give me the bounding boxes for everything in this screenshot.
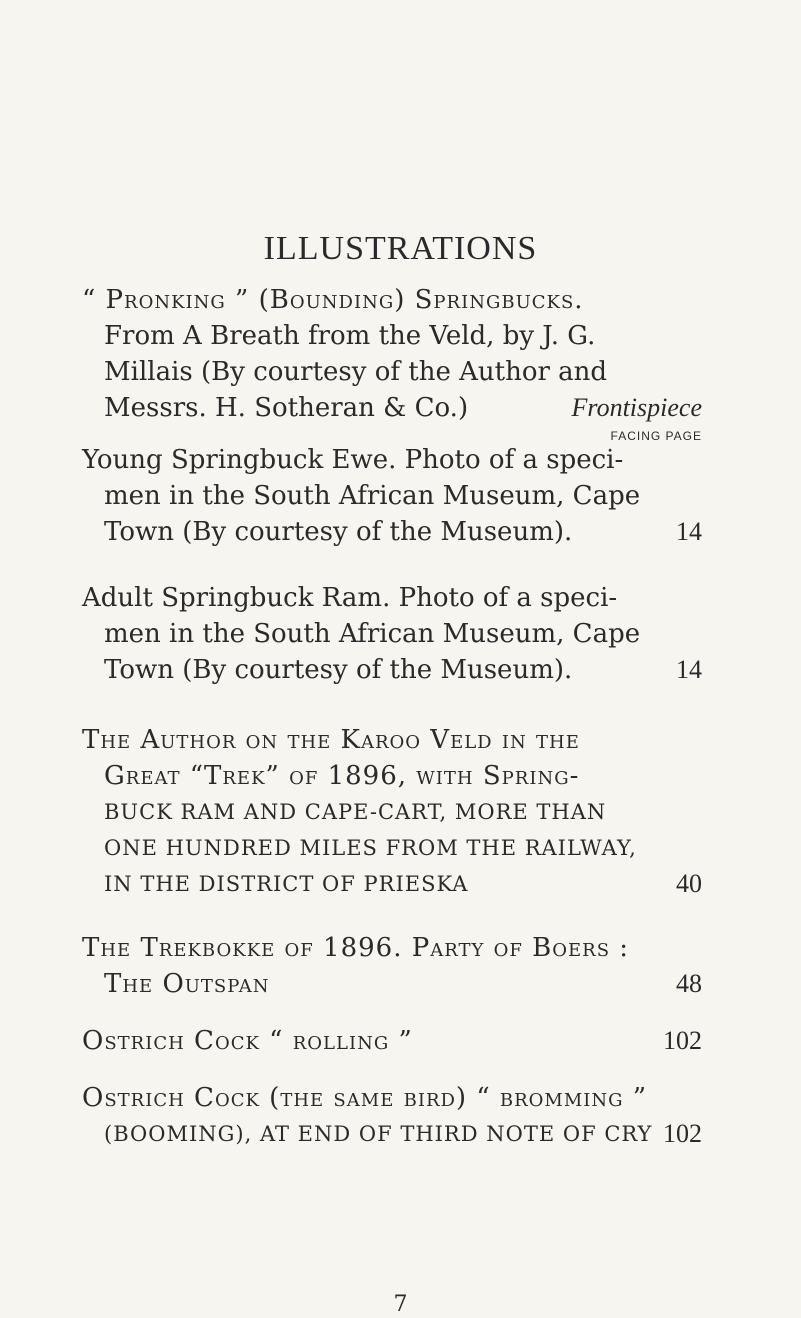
page-reference: 14	[676, 655, 702, 684]
illustration-entry	[82, 442, 702, 550]
entry-last-row	[82, 1116, 702, 1152]
entry-last-row	[82, 652, 702, 688]
illustration-entry	[82, 282, 702, 446]
entry-last-row	[82, 866, 702, 902]
entry-line: The Author on the Karoo Veld in the	[82, 725, 580, 755]
entry-line: ONE HUNDRED MILES FROM THE RAILWAY,	[104, 836, 637, 860]
page-heading: ILLUSTRATIONS	[263, 230, 538, 267]
entry-line: Messrs. H. Sotheran & Co.)	[104, 393, 469, 423]
entry-line: Great “Trek” of 1896, with Spring-	[104, 761, 580, 791]
entry-line: Ostrich Cock “ rolling ”	[82, 1026, 413, 1056]
illustration-entry	[82, 580, 702, 688]
entry-last-row	[82, 514, 702, 550]
illustration-entry	[82, 930, 702, 1002]
entry-line: men in the South African Museum, Cape	[104, 481, 641, 511]
entry-line: BUCK RAM AND CAPE-CART, MORE THAN	[104, 800, 607, 824]
page-number: 7	[393, 1292, 408, 1317]
illustration-entry	[82, 1080, 702, 1152]
entry-line: The Outspan	[104, 969, 270, 999]
entry-line: Young Springbuck Ewe. Photo of a speci-	[82, 445, 624, 475]
entry-line: Adult Springbuck Ram. Photo of a speci-	[82, 583, 618, 613]
page-reference: 102	[663, 1119, 702, 1148]
page-reference: 102	[663, 1026, 702, 1055]
entry-last-row	[82, 1023, 702, 1059]
entry-line: Ostrich Cock (the same bird) “ bromming ”	[82, 1083, 648, 1113]
entry-line: Town (By courtesy of the Museum).	[104, 655, 573, 685]
illustration-entry	[82, 722, 702, 902]
entry-line: The Trekbokke of 1896. Party of Boers :	[82, 933, 630, 963]
page-reference: 48	[676, 969, 702, 998]
entry-line: “ Pronking ” (Bounding) Springbucks.	[82, 285, 584, 315]
page-reference: 14	[676, 517, 702, 546]
facing-page-label: FACING PAGE	[610, 429, 702, 443]
entry-line: From A Breath from the Veld, by J. G.	[104, 321, 596, 351]
entry-line: (BOOMING), AT END OF THIRD NOTE OF CRY	[104, 1122, 653, 1146]
entry-line: Town (By courtesy of the Museum).	[104, 517, 573, 547]
entry-last-row	[82, 390, 702, 426]
page-reference: 40	[676, 869, 702, 898]
illustration-entry	[82, 1023, 702, 1059]
entry-line: IN THE DISTRICT OF PRIESKA	[104, 872, 469, 896]
entry-line: men in the South African Museum, Cape	[104, 619, 641, 649]
entry-last-row	[82, 966, 702, 1002]
entry-line: Millais (By courtesy of the Author and	[104, 357, 608, 387]
page-reference: Frontispiece	[571, 393, 702, 422]
